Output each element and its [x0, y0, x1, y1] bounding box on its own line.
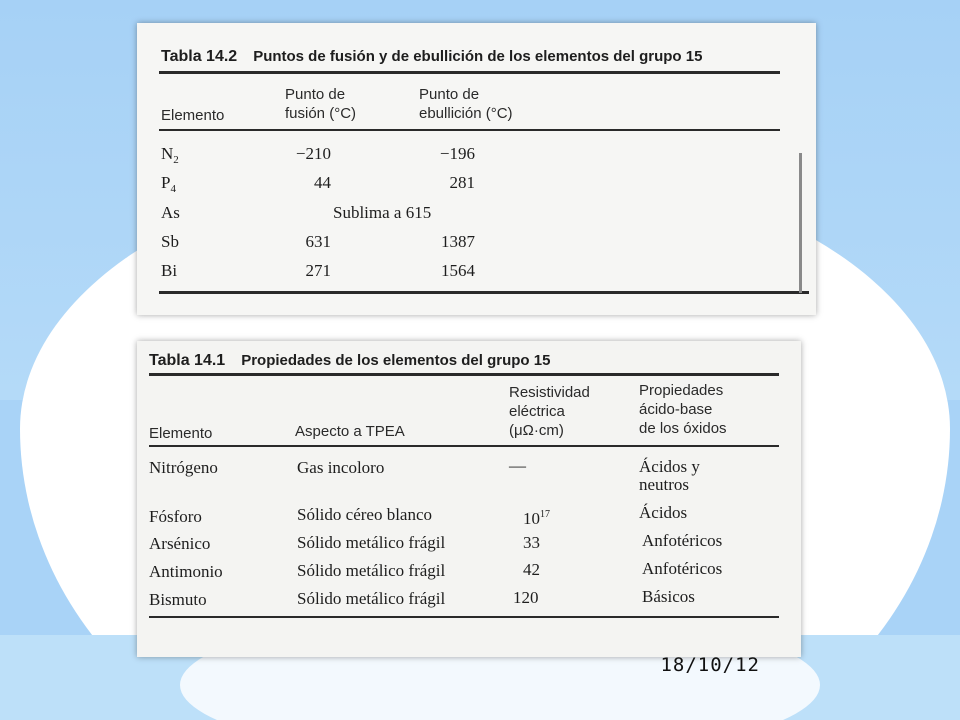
- table-row-p4-boiling: 281: [449, 173, 475, 192]
- table-row-p4-melting: 44: [314, 173, 331, 192]
- table-row-bismuth-props: Básicos: [642, 587, 695, 606]
- header-melting-line1: Punto de: [285, 86, 346, 103]
- table-row-arsenic-aspect: Sólido metálico frágil: [297, 533, 446, 552]
- table-row-n2-boiling: −196: [439, 144, 475, 163]
- table-row-as-note: Sublima a 615: [333, 203, 432, 222]
- table-row-bi-symbol: Bi: [161, 261, 178, 280]
- table-row-n2-melting: −210: [295, 144, 331, 163]
- header-boiling-line1: Punto de: [419, 86, 480, 103]
- top-rule: [149, 373, 779, 376]
- table-row-antimony-resistivity: 42: [523, 560, 540, 579]
- table-14-1-scan: [137, 341, 801, 657]
- table-row-phosphorus-resistivity: $10^{17}$: [523, 509, 550, 528]
- table-number: Tabla 14.1: [149, 352, 226, 369]
- header-aspect: Aspecto a TPEA: [295, 423, 405, 440]
- table-caption: [149, 352, 550, 370]
- table-row-bismuth-aspect: Sólido metálico frágil: [297, 589, 446, 608]
- table-row-bi-melting: 271: [305, 261, 331, 280]
- table-row-arsenic-resistivity: 33: [523, 533, 540, 552]
- table-row-nitrogen-aspect: Gas incoloro: [297, 458, 385, 477]
- table-number: Tabla 14.2: [161, 48, 238, 65]
- table-row-as-symbol: As: [161, 203, 180, 222]
- table-row-nitrogen-element: Nitrógeno: [149, 458, 218, 477]
- header-boiling: [419, 85, 513, 123]
- header-element: Elemento: [161, 107, 225, 124]
- table-row-n2-symbol: $N_2$: [161, 144, 179, 166]
- table-caption: [161, 48, 702, 66]
- top-rule: [159, 71, 780, 74]
- header-melting: [285, 85, 356, 123]
- header-properties-line3: de los óxidos: [639, 420, 727, 437]
- bottom-rule: [159, 291, 809, 294]
- header-properties-line1: Propiedades: [639, 382, 724, 399]
- table-row-antimony-element: Antimonio: [149, 562, 223, 581]
- table-row-nitrogen-resistivity: —: [509, 456, 526, 475]
- table-row-antimony-props: Anfotéricos: [642, 559, 723, 578]
- table-row-bi-boiling: 1564: [441, 261, 475, 280]
- table-row-arsenic-props: Anfotéricos: [642, 531, 723, 550]
- table-row-p4-symbol: $P_4$: [161, 173, 176, 195]
- table-row-antimony-aspect: Sólido metálico frágil: [297, 561, 446, 580]
- header-boiling-line2: ebullición (°C): [419, 105, 513, 122]
- table-row-phosphorus-props: Ácidos: [639, 503, 688, 522]
- table-row-arsenic-element: Arsénico: [149, 534, 211, 553]
- header-resistivity-line3: (μΩ·cm): [509, 422, 564, 439]
- header-properties-line2: ácido-base: [639, 401, 713, 418]
- table-14-2-scan: [137, 23, 816, 315]
- table-title: Puntos de fusión y de ebullición de los elementos del grupo 15: [253, 48, 703, 65]
- table-row-phosphorus-element: Fósforo: [149, 507, 202, 526]
- table-row-bismuth-resistivity: 120: [513, 588, 539, 607]
- slide-date: 18/10/12: [660, 654, 760, 676]
- table-row-sb-melting: 631: [305, 232, 331, 251]
- header-resistivity: [509, 383, 590, 440]
- table-row-bismuth-element: Bismuto: [149, 590, 207, 609]
- table-title: Propiedades de los elementos del grupo 15: [241, 352, 551, 369]
- page-edge-shadow: [799, 153, 802, 293]
- header-rule: [149, 445, 779, 447]
- table-row-sb-boiling: 1387: [441, 232, 475, 251]
- header-rule: [159, 129, 780, 131]
- header-melting-line2: fusión (°C): [285, 105, 357, 122]
- header-resistivity-line1: Resistividad: [509, 384, 590, 401]
- table-row-nitrogen-props: Ácidos y neutros: [639, 457, 700, 494]
- header-element: Elemento: [149, 425, 213, 442]
- header-resistivity-line2: eléctrica: [509, 403, 565, 420]
- header-properties: [639, 381, 727, 438]
- bottom-rule: [149, 616, 779, 618]
- table-row-sb-symbol: Sb: [161, 232, 179, 251]
- table-row-phosphorus-aspect: Sólido céreo blanco: [297, 505, 433, 524]
